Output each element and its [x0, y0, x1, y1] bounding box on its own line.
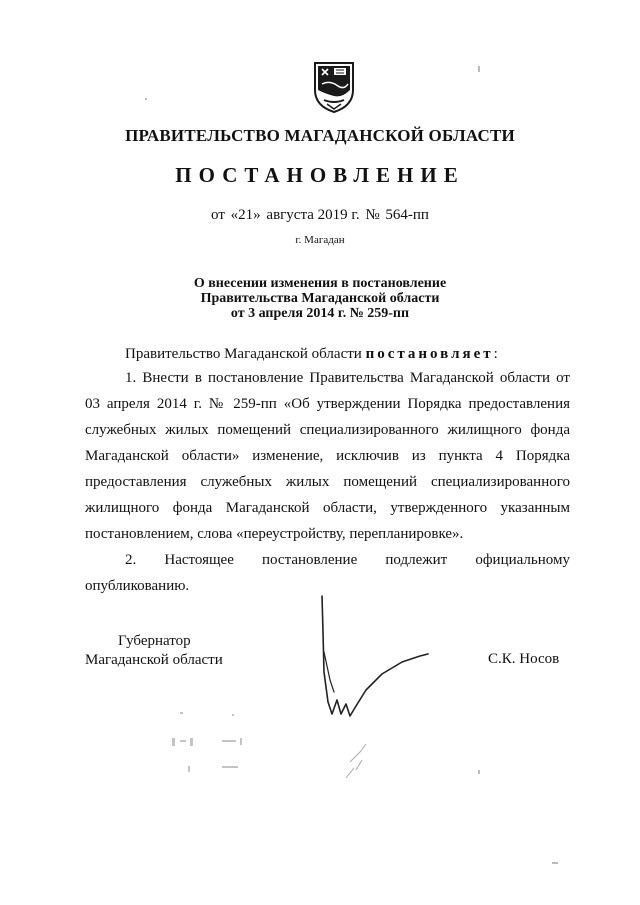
decree-intro — [85, 341, 570, 367]
signer-name: С.К. Носов — [488, 651, 560, 667]
document-number: 564-пп — [385, 207, 429, 223]
number-sign: № — [365, 207, 380, 223]
date-rest: августа 2019 г. — [266, 207, 360, 223]
document-city: г. Магадан — [295, 234, 345, 246]
subject-line: Правительства Магаданской области — [200, 291, 440, 306]
date-day: «21» — [230, 207, 261, 223]
government-title: ПРАВИТЕЛЬСТВО МАГАДАНСКОЙ ОБЛАСТИ — [125, 126, 515, 145]
intro-suffix: : — [493, 346, 498, 362]
document-type: ПОСТАНОВЛЕНИЕ — [175, 163, 465, 187]
document-subject — [0, 276, 640, 321]
date-prefix: от — [211, 207, 225, 223]
decree-word: постановляет — [365, 346, 494, 362]
document-date-number — [0, 207, 640, 224]
scan-speck — [478, 770, 480, 774]
signer-role-line: Губернатор — [118, 633, 191, 649]
faded-stamp-marks — [160, 700, 390, 790]
subject-line: от 3 апреля 2014 г. № 259-пп — [230, 306, 410, 321]
scan-speck — [478, 66, 480, 72]
magadan-coat-of-arms-icon — [312, 60, 356, 114]
intro-prefix: Правительство Магаданской области — [125, 346, 366, 362]
scan-speck — [145, 98, 147, 100]
subject-line: О внесении изменения в постановление — [193, 276, 447, 291]
signer-role-line: Магаданской области — [85, 652, 223, 668]
scan-speck — [552, 862, 558, 864]
decree-item-2: 2. Настоящее постановление подлежит официальному опубликованию. — [85, 552, 570, 594]
decree-item-1: 1. Внести в постановление Правительства Магаданской области от 03 апреля 2014 г. № 259-пп «Об утверждении Порядка предоставления служебных жилых помещений специализированного жилищного фонда Магаданской области» изменение, исключив из пункта 4 Порядка предоставления служебных жилых помещений специализированного жилищного фонда Магаданской области, утвержденного указанным постановлением, слова «переустройству, перепланировке». — [85, 370, 570, 542]
signer-role — [85, 632, 223, 670]
